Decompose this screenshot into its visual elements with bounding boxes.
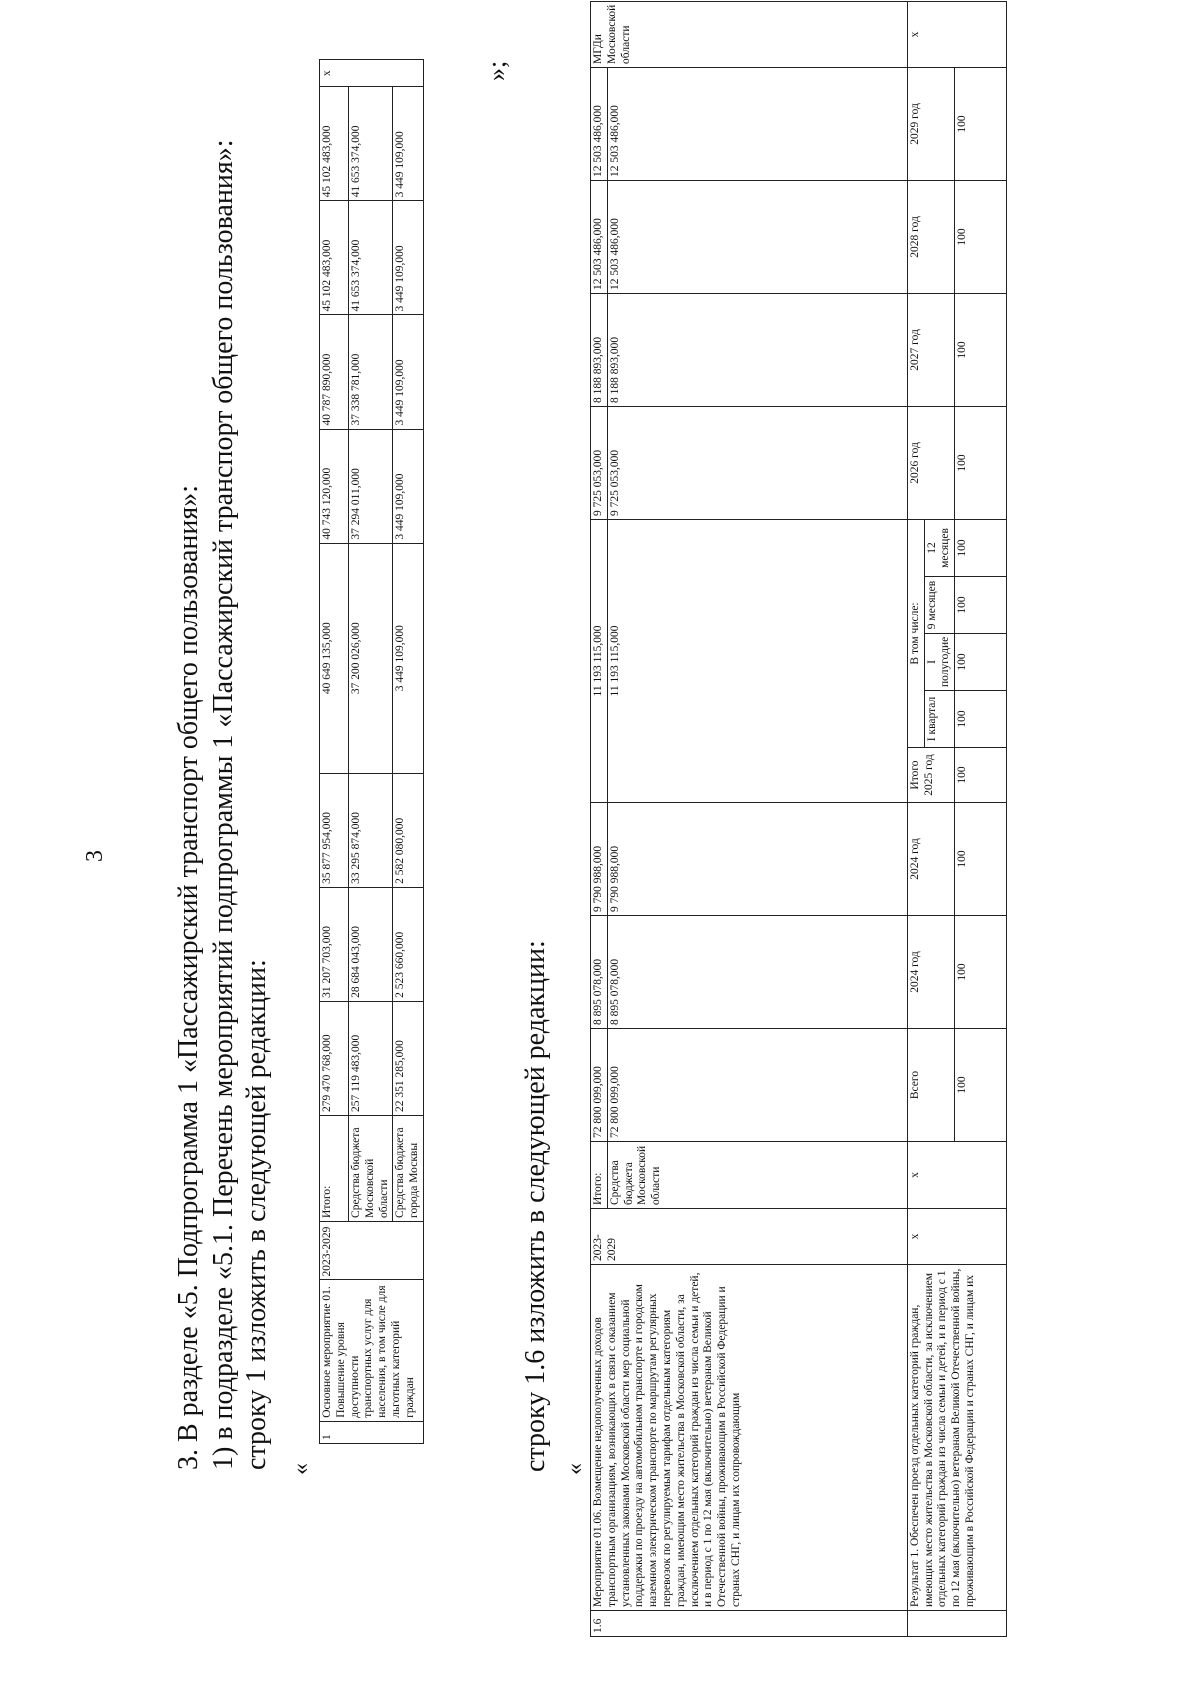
year-cell: 9 725 053,000 [607, 406, 907, 519]
year-cell: 12 503 486,000 [591, 180, 608, 293]
year-cell: 37 338 781,000 [349, 315, 393, 429]
header-year: 2028 год [907, 180, 954, 293]
intro-line-4: строку 1.6 изложить в следующей редакции: [520, 940, 551, 1472]
row-number: 1.6 [591, 1611, 908, 1637]
result-x: x [907, 1142, 1006, 1209]
year-cell: 31 207 703,000 [320, 887, 349, 1001]
year-cell: 3 449 109,000 [393, 87, 424, 201]
year-cell: 40 787 890,000 [320, 315, 349, 429]
source: Итого: [320, 1115, 349, 1221]
year-cell: 28 684 043,000 [349, 887, 393, 1001]
header-2025-total: Итого 2025 год [907, 748, 954, 803]
year-cell: 8 895 078,000 [591, 916, 608, 1029]
executor: x [320, 60, 424, 87]
value-cell: 100 [955, 293, 1007, 406]
year-cell: 12 503 486,000 [591, 67, 608, 180]
measure-name: Мероприятие 01.06. Возмещение недополученных доходов транспортным организациям, возникающих в связи с оказанием установленных законами Московской области мер социальной поддержки по проезду на автомобильном транспорте и городском наземном электрическом транспорте по маршрутам регулярных перевозок по регулируемым тарифам отдельным категориям граждан, имеющим место жительства в Московской области, за исключением отдельных категорий граждан из числа семьи и детей, и в период с 1 по 12 мая (включительно) ветеранам Великой Отечественной войны, проживающим в Российской Федерации и странах СНГ, и лицам их сопровождающим [591, 1265, 908, 1611]
year-cell: 37 200 026,000 [349, 543, 393, 773]
intro-line-3: строку 1 изложить в следующей редакции: [241, 959, 272, 1470]
year-cell: 9 725 053,000 [591, 406, 608, 519]
header-quarter: I квартал [924, 691, 955, 748]
year-cell: 3 449 109,000 [393, 315, 424, 429]
total-cell: 279 470 768,000 [320, 1001, 349, 1115]
year-cell: 12 503 486,000 [607, 67, 907, 180]
period: 2023-2029 [591, 1209, 908, 1265]
year-cell: 45 102 483,000 [320, 201, 349, 315]
year-cell: 8 188 893,000 [607, 293, 907, 406]
year-cell: 3 449 109,000 [393, 201, 424, 315]
year-cell: 41 653 374,000 [349, 87, 393, 201]
year-cell: 40 649 135,000 [320, 543, 349, 773]
header-half: I полугодие [924, 634, 955, 691]
year-cell: 37 294 011,000 [349, 429, 393, 543]
year-cell: 35 877 954,000 [320, 773, 349, 887]
result-name: Результат 1. Обеспечен проезд отдельных категорий граждан, имеющих место жительства в Московской области, за исключением отдельных категорий граждан из числа семьи и детей, и в период с 1 по 12 мая (включительно) ветеранам Великой Отечественной войны, проживающим в Российской Федерации и странах СНГ, и лицам их [907, 1265, 1006, 1611]
total-cell: 257 119 483,000 [349, 1001, 393, 1115]
open-quote-2: « [562, 1463, 588, 1475]
table-row [591, 1, 608, 1636]
row-number: 1 [320, 1421, 424, 1443]
year-cell: 40 743 120,000 [320, 429, 349, 543]
year-cell: 2 582 080,000 [393, 773, 424, 887]
header-year: 2027 год [907, 293, 954, 406]
value-cell: 100 [955, 180, 1007, 293]
page-number: 3 [82, 850, 108, 862]
header-year: 2024 год [907, 916, 954, 1029]
year-cell: 41 653 374,000 [349, 201, 393, 315]
intro-line-1: 3. В разделе «5. Подпрограмма 1 «Пассажирский транспорт общего пользования»: [173, 484, 204, 1470]
value-cell: 100 [955, 634, 1007, 691]
source: Итого: [591, 1142, 608, 1209]
table-row [907, 1, 924, 1636]
close-quote: »; [482, 60, 511, 81]
header-year: 2026 год [907, 406, 954, 519]
header-year: 2024 год [907, 803, 954, 916]
table-row-1 [319, 59, 424, 1444]
table-row-1-6 [590, 1, 1007, 1637]
value-cell: 100 [955, 803, 1007, 916]
year-cell: 9 790 988,000 [591, 803, 608, 916]
period: 2023-2029 [320, 1221, 424, 1280]
source: Средства бюджета города Москвы [393, 1115, 424, 1221]
year-cell: 8 188 893,000 [591, 293, 608, 406]
year-cell: 11 193 115,000 [591, 519, 608, 802]
measure-name: Основное мероприятие 01. Повышение уровня доступности транспортных услуг для населения, в том числе для льготных категорий граждан [320, 1280, 424, 1421]
total-cell: 72 800 099,000 [591, 1029, 608, 1142]
intro-line-2: 1) в подразделе «5.1. Перечень мероприятий подпрограммы 1 «Пассажирский транспорт общего пользования»: [208, 139, 239, 1470]
source: Средства бюджета Московской области [349, 1115, 393, 1221]
value-cell: 100 [955, 519, 1007, 576]
year-cell: 8 895 078,000 [607, 916, 907, 1029]
year-cell: 45 102 483,000 [320, 87, 349, 201]
header-in-that: В том числе: [907, 519, 924, 747]
header-12m: 12 месяцев [924, 519, 955, 576]
table-row [320, 60, 349, 1444]
total-cell: 22 351 285,000 [393, 1001, 424, 1115]
value-cell: 100 [955, 577, 1007, 634]
year-cell: 11 193 115,000 [607, 519, 907, 802]
year-cell: 33 295 874,000 [349, 773, 393, 887]
header-total: Всего [907, 1029, 954, 1142]
value-cell: 100 [955, 748, 1007, 803]
value-cell: 100 [955, 67, 1007, 180]
value-cell: 100 [955, 406, 1007, 519]
value-cell: 100 [955, 691, 1007, 748]
year-cell: 3 449 109,000 [393, 429, 424, 543]
year-cell: 3 449 109,000 [393, 543, 424, 773]
header-9m: 9 месяцев [924, 577, 955, 634]
executor: МГДи Московской области [591, 1, 908, 67]
result-x: x [907, 1209, 1006, 1265]
result-x: x [907, 1, 1006, 67]
header-year: 2029 год [907, 67, 954, 180]
year-cell: 2 523 660,000 [393, 887, 424, 1001]
year-cell: 9 790 988,000 [607, 803, 907, 916]
value-cell: 100 [955, 916, 1007, 1029]
year-cell: 12 503 486,000 [607, 180, 907, 293]
source: Средства бюджета Московской области [607, 1142, 907, 1209]
total-cell: 72 800 099,000 [607, 1029, 907, 1142]
open-quote-1: « [288, 1463, 314, 1475]
value-cell: 100 [955, 1029, 1007, 1142]
